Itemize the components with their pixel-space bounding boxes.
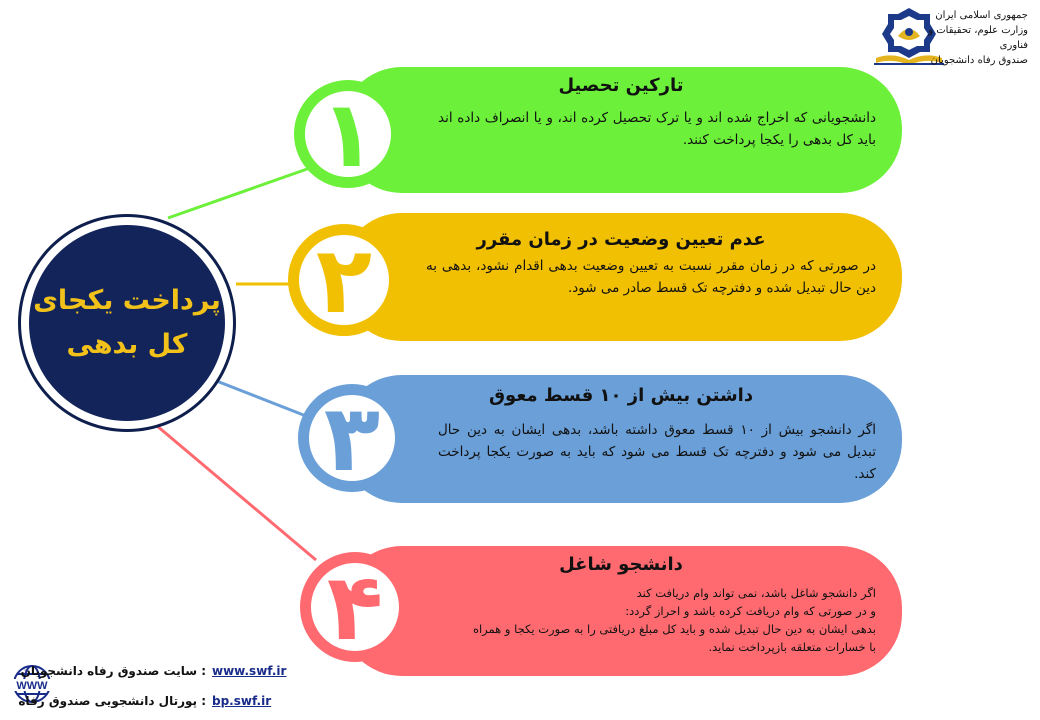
item-number-4 xyxy=(300,552,410,662)
item-number-2-text: ۲ xyxy=(315,226,373,334)
item-card-2 xyxy=(340,213,902,341)
center-circle xyxy=(18,214,236,432)
item-card-1 xyxy=(340,67,902,193)
connector-3 xyxy=(214,380,306,416)
item-number-3-text: ۳ xyxy=(323,384,381,492)
ministry-title xyxy=(918,8,1028,68)
item-body-4-line-2: و در صورتی که وام دریافت کرده باشد و احراز گردد: xyxy=(625,604,876,618)
logo-line-3: صندوق رفاه دانشجویان xyxy=(930,55,1028,66)
item-number-3 xyxy=(298,384,406,492)
portal-label: : پورتال دانشجویی صندوق رفاه xyxy=(18,694,206,708)
item-number-4-text: ۴ xyxy=(326,553,384,661)
globe-label: WWW xyxy=(16,680,48,692)
portal-link[interactable]: bp.swf.ir xyxy=(212,694,272,708)
item-card-4 xyxy=(340,546,902,676)
center-title-line-2: کل بدهی xyxy=(66,329,188,360)
item-body-4-line-4: با خسارات متعلقه بازپرداخت نماید. xyxy=(708,640,876,654)
item-body-3: اگر دانشجو بیش از ۱۰ قسط معوق داشته باشد، بدهی ایشان به دین حال تبدیل می شود و دفترچه تک قسط می شود که باید به صورت یکجا پرداخت کند. xyxy=(438,422,876,482)
item-title-2: عدم تعیین وضعیت در زمان مقرر xyxy=(476,229,766,250)
connector-4 xyxy=(150,420,316,560)
item-card-3 xyxy=(340,375,902,503)
item-body-1: دانشجویانی که اخراج شده اند و یا ترک تحصیل کرده اند، و یا انصراف داده اند باید کل بدهی را یکجا پرداخت کنند. xyxy=(438,110,876,148)
item-body-2: در صورتی که در زمان مقرر نسبت به تعیین وضعیت بدهی اقدام نشود، بدهی به دین حال تبدیل شده و دفترچه تک قسط صادر می شود. xyxy=(426,258,876,296)
connector-1 xyxy=(168,168,310,218)
item-body-4-line-3: بدهی ایشان به دین حال تبدیل شده و باید کل مبلغ دریافتی را به صورت یکجا و همراه xyxy=(472,622,876,636)
center-title-line-1: پرداخت یکجای xyxy=(33,285,221,316)
site-label: : سایت صندوق رفاه دانشجویان xyxy=(20,664,206,678)
item-title-3: داشتن بیش از ۱۰ قسط معوق xyxy=(488,385,754,406)
logo-line-1: جمهوری اسلامی ایران xyxy=(935,10,1028,21)
item-number-1-text: ۱ xyxy=(319,80,377,188)
item-body-4-line-1: اگر دانشجو شاغل باشد، نمی تواند وام دریافت کند xyxy=(636,586,876,600)
center-title xyxy=(29,225,225,421)
item-title-1: تارکین تحصیل xyxy=(558,75,684,96)
item-number-1 xyxy=(294,80,402,188)
item-title-4: دانشجو شاغل xyxy=(559,554,683,575)
item-number-2 xyxy=(288,224,400,336)
item-body-4 xyxy=(396,584,876,656)
site-link[interactable]: www.swf.ir xyxy=(212,664,287,678)
logo-line-2: وزارت علوم، تحقیقات و فناوری xyxy=(928,25,1028,51)
